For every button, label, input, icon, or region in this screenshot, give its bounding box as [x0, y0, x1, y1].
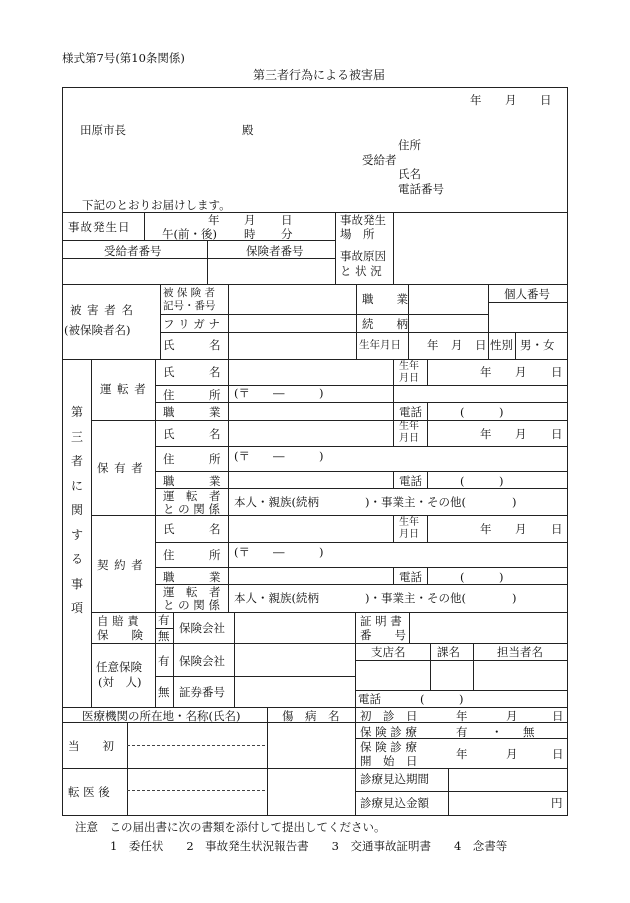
contractor-birth-top: 生年: [399, 517, 419, 528]
contractor-month: 月: [515, 522, 527, 536]
driver-phone: ( ): [460, 405, 504, 419]
owner-birth-top: 生年: [399, 421, 419, 432]
acc-ampm: 午(前・後): [162, 227, 217, 241]
owner-postal: (〒 ― ): [234, 449, 324, 463]
voluntary-company-label: 保険会社: [179, 654, 225, 668]
driver-day: 日: [551, 365, 563, 379]
compulsory-label-2: 保 険: [97, 628, 143, 642]
section-label: 課名: [437, 645, 460, 659]
applicant-label: 受給者: [362, 153, 397, 167]
card-no-label-1: 被 保 険 者: [163, 287, 216, 299]
date-day: 日: [540, 93, 552, 107]
victim-birth-year: 年: [427, 338, 439, 352]
compulsory-label-1: 自 賠 責: [97, 614, 139, 628]
owner-job-label: 職 業: [163, 474, 221, 488]
compulsory-yes: 有: [158, 613, 170, 627]
third-party-side-label: 第 三 者 に 関 す る 事 項: [70, 405, 83, 615]
voluntary-label-2: (対 人): [98, 675, 142, 689]
place-label-1: 事故発生: [340, 213, 386, 227]
start-label-1: 保 険 診 療: [360, 740, 417, 754]
contractor-label: 契 約 者: [97, 558, 144, 572]
honorific: 殿: [242, 123, 254, 137]
contractor-rel-bot: と の 関 係: [163, 598, 220, 612]
driver-phone-label: 電話: [399, 405, 422, 419]
driver-birth-top: 生年: [399, 361, 419, 372]
name-label: 氏名: [398, 167, 421, 181]
card-no-label-2: 記号・番号: [163, 300, 216, 312]
person-label: 担当者名: [497, 645, 543, 659]
owner-rel-value: 本人・親族(続柄 )・事業主・その他( ): [234, 495, 517, 509]
form-title: 第三者行為による被害届: [253, 68, 386, 82]
first-visit-year: 年: [456, 709, 468, 723]
transfer-label: 転 医 後: [68, 785, 110, 799]
treat-sep: ・: [491, 725, 503, 739]
contractor-rel-top: 運 転 者: [163, 585, 221, 599]
insurer-no-label: 保険者番号: [246, 244, 304, 258]
voluntary-yes: 有: [158, 654, 170, 668]
owner-rel-bot: と の 関 係: [163, 502, 220, 516]
owner-address-label: 住 所: [163, 452, 221, 466]
my-number-label: 個人番号: [504, 287, 550, 301]
driver-job-label: 職 業: [163, 405, 221, 419]
branch-label: 支店名: [371, 645, 406, 659]
voluntary-label-1: 任意保険: [96, 660, 142, 674]
acc-min: 分: [281, 227, 293, 241]
insurance-phone-label: 電話: [358, 692, 381, 706]
address-label: 住所: [398, 138, 421, 152]
policy-no-label: 証券番号: [179, 685, 225, 699]
form-number: 様式第7号(第10条関係): [62, 51, 185, 65]
furigana-label: フ リ ガ ナ: [163, 317, 220, 331]
acc-year: 年: [208, 213, 220, 227]
start-month: 月: [506, 747, 518, 761]
injury-label: 傷 病 名: [282, 709, 340, 723]
owner-month: 月: [515, 427, 527, 441]
owner-phone: ( ): [460, 474, 504, 488]
attachment-list: 1 委任状 2 事故発生状況報告書 3 交通事故証明書 4 念書等: [110, 839, 508, 853]
addressee: 田原市長: [80, 123, 126, 137]
owner-birth-bot: 月日: [399, 433, 419, 444]
sex-options: 男・女: [520, 338, 555, 352]
medical-header: 医療機関の所在地・名称(氏名): [82, 709, 241, 723]
contractor-phone-label: 電話: [399, 570, 422, 584]
acc-month: 月: [244, 213, 256, 227]
contractor-job-label: 職 業: [163, 570, 221, 584]
contractor-postal: (〒 ― ): [234, 545, 324, 559]
contractor-day: 日: [551, 522, 563, 536]
victim-birth-month: 月: [451, 338, 463, 352]
first-visit-day: 日: [552, 709, 564, 723]
cert-label-1: 証 明 書: [360, 614, 402, 628]
caution-note: 注意 この届出書に次の書類を添付して提出してください。: [75, 820, 386, 834]
owner-year: 年: [480, 427, 492, 441]
driver-name-label: 氏 名: [163, 365, 221, 379]
contractor-year: 年: [480, 522, 492, 536]
phone-label: 電話番号: [398, 182, 444, 196]
period-label: 診療見込期間: [360, 772, 429, 786]
compulsory-no: 無: [158, 629, 170, 643]
cert-label-2: 番 号: [360, 628, 406, 642]
driver-birth-bot: 月日: [399, 373, 419, 384]
owner-name-label: 氏 名: [163, 427, 221, 441]
start-label-2: 開 始 日: [360, 754, 418, 768]
insured-treat-label: 保 険 診 療: [360, 725, 417, 739]
driver-address-label: 住 所: [163, 388, 221, 402]
date-year: 年: [470, 93, 482, 107]
driver-year: 年: [480, 365, 492, 379]
start-day: 日: [552, 747, 564, 761]
voluntary-no: 無: [158, 685, 170, 699]
place-label-2: 場 所: [340, 227, 375, 241]
sex-label: 性別: [490, 338, 513, 352]
treat-yes: 有: [456, 725, 468, 739]
contractor-birth-bot: 月日: [399, 529, 419, 540]
victim-job-label: 職 業: [362, 292, 408, 306]
driver-month: 月: [515, 365, 527, 379]
acc-day: 日: [281, 213, 293, 227]
contractor-name-label: 氏 名: [163, 522, 221, 536]
compulsory-company-label: 保険会社: [179, 621, 225, 635]
victim-name-label: 氏 名: [163, 338, 221, 352]
recipient-no-label: 受給者番号: [104, 244, 162, 258]
victim-birth-label: 生年月日: [359, 339, 401, 351]
contractor-address-label: 住 所: [163, 548, 221, 562]
initial-label: 当 初: [68, 739, 114, 753]
driver-label: 運 転 者: [100, 382, 147, 396]
cause-label-2: と 状 況: [340, 264, 382, 278]
cost-label: 診療見込金額: [360, 796, 429, 810]
owner-phone-label: 電話: [399, 474, 422, 488]
owner-label: 保 有 者: [97, 461, 144, 475]
victim-label: 被 害 者 名: [70, 303, 134, 317]
contractor-phone: ( ): [460, 570, 504, 584]
victim-birth-day: 日: [475, 338, 487, 352]
yen-label: 円: [551, 796, 563, 810]
first-visit-label: 初 診 日: [360, 709, 418, 723]
insurance-phone: ( ): [420, 692, 464, 706]
owner-day: 日: [551, 427, 563, 441]
acc-hour: 時: [244, 227, 256, 241]
accident-date-label: 事故発生日: [68, 220, 131, 234]
driver-postal: (〒 ― ): [234, 386, 324, 400]
victim-label-sub: (被保険者名): [64, 323, 131, 337]
contractor-rel-value: 本人・親族(続柄 )・事業主・その他( ): [234, 591, 517, 605]
date-month: 月: [505, 93, 517, 107]
first-visit-month: 月: [506, 709, 518, 723]
owner-rel-top: 運 転 者: [163, 489, 221, 503]
declaration: 下記のとおりお届けします。: [82, 198, 231, 212]
treat-no: 無: [523, 725, 535, 739]
start-year: 年: [456, 747, 468, 761]
relation-label: 続 柄: [362, 317, 408, 331]
cause-label-1: 事故原因: [340, 249, 386, 263]
